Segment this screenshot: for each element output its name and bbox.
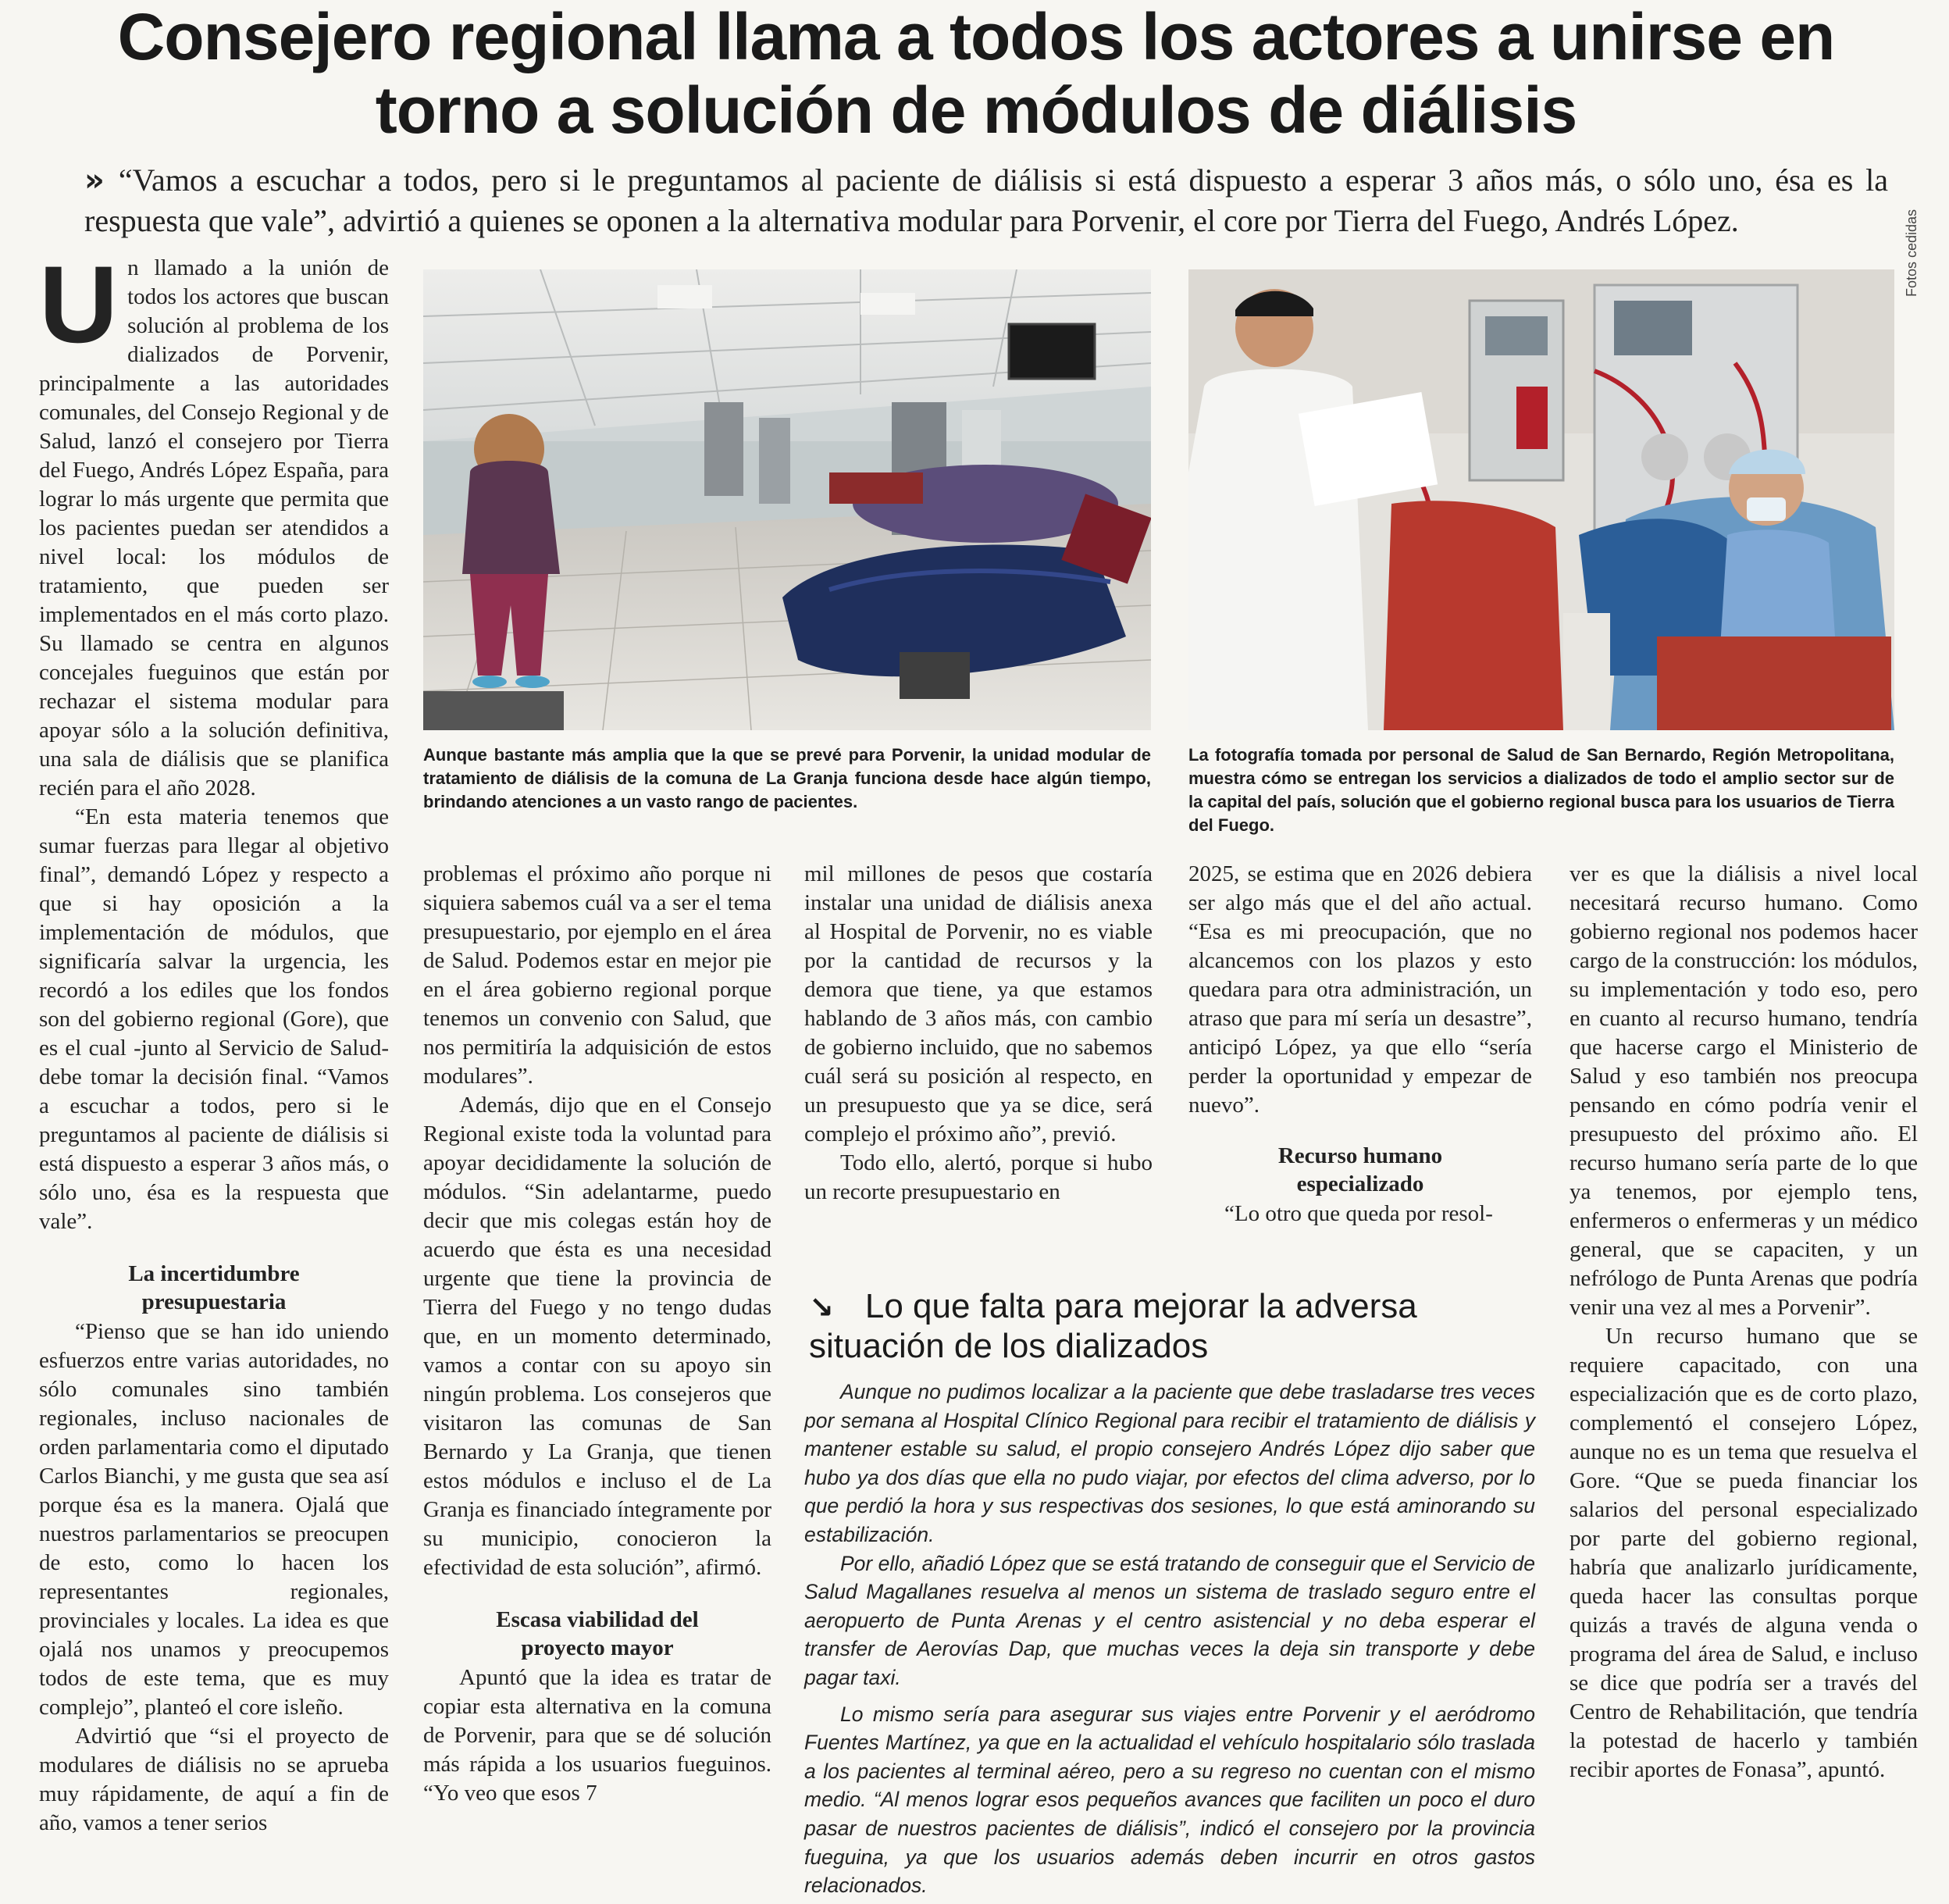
paragraph: “Pienso que se han ido uniendo esfuerzos entre varias autoridades, no sólo comunales sino también regionales, incluso nacionales de orden parlamentaria como el diputado Carlos Bianchi, y me gusta que sea así porque ésa es la manera. Ojalá que nuestros parlamentarios se preocupen de esto, como lo hacen los representantes regionales, provinciales y locales. La idea es que ojalá nos unamos y preocupemos todos de este tema, que es muy complejo”, planteó el core isleño. [39, 1319, 389, 1720]
subheading: La incertidumbre presupuestaria [128, 1261, 300, 1314]
paragraph: Un recurso humano que se requiere capacitado, con una especialización que es de corto plazo, complementó el consejero López, aunque no es un tema que resuelva el Gore. “Que se pueda financiar los salarios del personal especializado por parte del gobierno regional, habría que analizarlo jurídicamente, queda hacer las consultas porque quizás a través de alguna venda o programa del área de Salud, e incluso se dice que podría ser a través del Centro de Rehabilitación, que tendría la potestad de hacerlo y también recibir aportes de Fonasa”, apuntó. [1570, 1324, 1918, 1782]
box-paragraph: Lo mismo sería para asegurar sus viajes entre Porvenir y el aeródromo Fuentes Martínez, ya que en la actualidad el vehículo hospitalario sólo traslada a los pacientes al terminal aéreo, pero a su regreso no cuentan con el mismo medio. “Al menos lograr esos pequeños avances que faciliten un poco el duro pasar de nuestros pacientes de diálisis”, indicó el consejero por la provincia fueguina, ya que los usuarios además deben incurrir en otros gastos relacionados. [804, 1702, 1535, 1898]
dialysis-room-photo [423, 269, 1151, 730]
subheading: Escasa viabilidad del proyecto mayor [496, 1607, 699, 1660]
paragraph: Todo ello, alertó, porque si hubo un recorte presupuestario en [804, 1150, 1153, 1204]
column-2 [423, 860, 771, 1898]
standfirst-text: “Vamos a escuchar a todos, pero si le preguntamos al paciente de diálisis si está dispuesto a esperar 3 años más, o sólo uno, ésa es la respuesta que vale”, advirtió a quienes se oponen a la alternativa modular para Porvenir, el core por Tierra del Fuego, Andrés López. [84, 162, 1888, 238]
doctor-patient-illustration [1188, 269, 1894, 730]
paragraph: Advirtió que “si el proyecto de modulares de diálisis no se aprueba muy rápidamente, de aquí a fin de año, vamos a tener serios [39, 1724, 389, 1835]
box-paragraph: Aunque no pudimos localizar a la paciente que debe trasladarse tres veces por semana al Hospital Clínico Regional para recibir el tratamiento de diálisis y mantener estable su salud, el propio consejero Andrés López dijo saber que hubo ya dos días que ella no pudo viajar, por efectos del clima adverso, por lo que perdió la hora y sus respectivas dos sesiones, lo que está aminorando su estabilización. [804, 1380, 1535, 1546]
photo-credit: Fotos cedidas [1904, 209, 1919, 297]
subheading: Recurso humano especializado [1277, 1143, 1443, 1196]
paragraph: ver es que la diálisis a nivel local necesitará recurso humano. Como gobierno regional nos podemos hacer cargo de la construcción: los módulos, su implementación y todo eso, pero en cuanto al recurso humano, tendría que hacerse cargo el Ministerio de Salud y eso también nos preocupa pensando en cómo podría venir el presupuesto del próximo año. El recurso humano sería parte de lo que ya tenemos, por ejemplo tens, enfermeros o enfermeras y un médico general, que se capaciten, y un nefrólogo de Punta Arenas que podría venir una vez al mes a Porvenir”. [1570, 861, 1918, 1320]
column-5 [1570, 860, 1918, 1898]
paragraph: mil millones de pesos que costaría instalar una unidad de diálisis anexa al Hospital de Porvenir, no es viable por la cantidad de recursos y la demora que tiene, ya que estamos hablando de 3 años más, con cambio de gobierno incluido, que no sabemos cuál será su posición al respecto, en un presupuesto que ya se dice, será complejo el próximo año”, previó. [804, 861, 1153, 1146]
box-title-text: Lo que falta para mejorar la adversa situación de los dializados [809, 1287, 1417, 1365]
doctor-patient-photo [1188, 269, 1894, 730]
paragraph: “Lo otro que queda por resol- [1224, 1201, 1493, 1226]
paragraph: Además, dijo que en el Consejo Regional existe toda la voluntad para apoyar decididamente la solución de módulos. “Sin adelantarme, puedo decir que mis colegas están hoy de acuerdo que ésta es una necesidad urgente que tiene la provincia de Tierra del Fuego y no tengo dudas que, en un momento determinado, vamos a contar con su apoyo sin ningún problema. Los consejeros que visitaron las comunas de San Bernardo y La Granja, que tienen estos módulos e incluso el de La Granja es financiado íntegramente por su municipio, conocieron la efectividad de esta solución”, afirmó. [423, 1093, 771, 1580]
paragraph: “En esta materia tenemos que sumar fuerzas para llegar al objetivo final”, demandó López y respecto a que si hay oposición a la implementación de módulos, que significaría salvar la urgencia, les recordó a los ediles que los fondos son del gobierno regional (Gore), que es el cual -junto al Servicio de Salud- debe tomar la decisión final. “Vamos a escuchar a todos, pero si le preguntamos al paciente de diálisis si está dispuesto a esperar 3 años más, o sólo uno, ésa es la respuesta que vale”. [39, 804, 389, 1234]
box-title [809, 1287, 1480, 1366]
paragraph: Apuntó que la idea es tratar de copiar esta alternativa en la comuna de Porvenir, para que se dé solución más rápida a los usuarios fueguinos. “Yo veo que esos 7 [423, 1665, 771, 1806]
headline: Consejero regional llama a todos los actores a unirse en torno a solución de módulos de diálisis [117, 0, 1835, 147]
column-3 [804, 860, 1153, 1243]
paragraph: problemas el próximo año porque ni siquiera sabemos cuál va a ser el tema presupuestario, por ejemplo en el área de Salud. Podemos estar en mejor pie en el área gobierno regional porque tenemos un convenio con Salud, que nos permitiría la adquisición de estos modulares”. [423, 861, 771, 1089]
photo-caption-2: La fotografía tomada por personal de Salud de San Bernardo, Región Metropolitana, muestra cómo se entregan los servicios a dializados de todo el amplio sector sur de la capital del país, solución que el gobierno regional busca para los usuarios de Tierra del Fuego. [1188, 745, 1894, 835]
paragraph: 2025, se estima que en 2026 debiera ser algo más que el del año actual. “Esa es mi preocupación, que no alcancemos con los plazos y esto quedara para otra administración, un atraso que para mí sería un desastre”, anticipó López, ya que ello “sería perder la oportunidad y empezar de nuevo”. [1188, 861, 1532, 1118]
box-paragraph: Por ello, añadió López que se está tratando de conseguir que el Servicio de Salud Magallanes resuelva al menos un sistema de traslado seguro entre el aeropuerto de Punta Arenas y el centro asistencial y no deba esperar el transfer de Aerovías Dap, que muchas veces la deja sin transporte y debe pagar taxi. [804, 1551, 1535, 1689]
arrow-down-right-icon: ↘ [809, 1290, 834, 1325]
lead-paragraph [39, 254, 389, 803]
lead-text: n llamado a la unión de todos los actores que buscan solución al problema de los dializados de Porvenir, principalmente a las autoridades comunales, del Consejo Regional y de Salud, lanzó el consejero por Tierra del Fuego, Andrés López España, para lograr lo más urgente que permita que los pacientes puedan ser atendidos a nivel local: los módulos de tratamiento, que pueden ser implementados en el más corto plazo. Su llamado se centra en algunos concejales fueguinos que están por rechazar el sistema modular para apoyar sólo a la solución definitiva, una sala de diálisis que se planifica recién para el año 2028. [39, 255, 389, 800]
column-4 [1188, 860, 1532, 1243]
standfirst [84, 160, 1888, 241]
photo-caption-1: Aunque bastante más amplia que la que se prevé para Porvenir, la unidad modular de tratamiento de diálisis de la comuna de La Granja funciona desde hace algún tiempo, brindando atenciones a un vasto rango de pacientes. [423, 745, 1151, 811]
column-1 [39, 254, 389, 1898]
dialysis-room-illustration [423, 269, 1151, 730]
double-chevron-right-icon: » [84, 162, 105, 198]
box-body [804, 1378, 1535, 1900]
dropcap: U [39, 254, 119, 365]
